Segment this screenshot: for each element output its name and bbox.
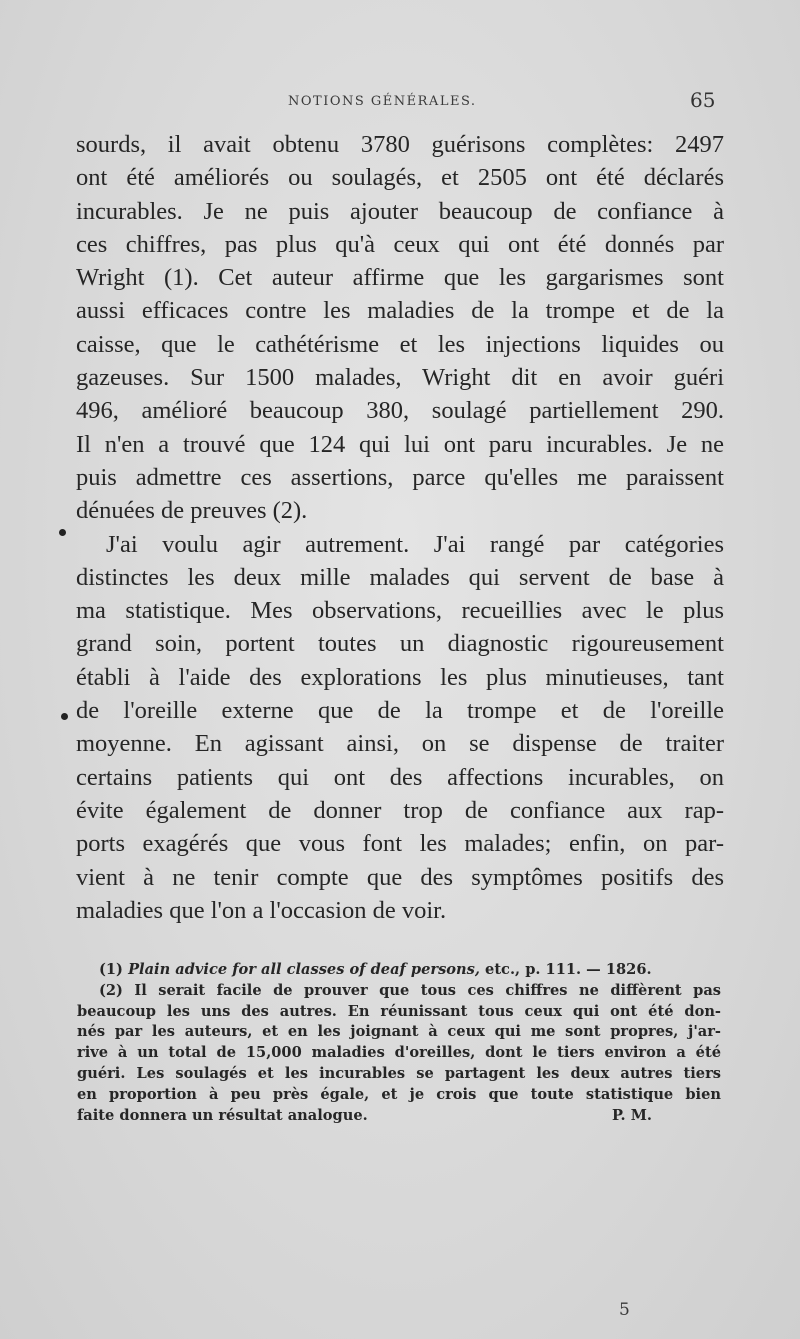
footnote-2-line: guéri. Les soulagés et les incurables se partagent les deux autres tiers: [77, 1064, 721, 1082]
text-line: puis admettre ces assertions, parce qu'elles me paraissent: [76, 463, 724, 491]
footnote-2-line: nés par les auteurs, et en les joignant à ceux qui me sont propres, j'ar-: [77, 1023, 721, 1041]
footnote-2-line: en proportion à peu près égale, et je crois que toute statistique bien: [77, 1085, 721, 1103]
signature-mark: 5: [619, 1300, 630, 1320]
text-line: moyenne. En agissant ainsi, on se dispense de traiter: [76, 730, 724, 758]
text-line: évite également de donner trop de confiance aux rap-: [76, 796, 724, 824]
text-line: ma statistique. Mes observations, recueillies avec le plus: [76, 597, 724, 625]
text-line: de l'oreille externe que de la trompe et de l'oreille: [76, 697, 724, 725]
footnote-marker: (1): [99, 961, 123, 978]
text-line: incurables. Je ne puis ajouter beaucoup de confiance à: [76, 197, 724, 225]
paragraph-1: [76, 128, 724, 528]
footnote-2-last-text: faite donnera un résultat analogue.: [77, 1106, 368, 1124]
text-line: ces chiffres, pas plus qu'à ceux qui ont été donnés par: [76, 230, 724, 258]
text-line: sourds, il avait obtenu 3780 guérisons complètes: 2497: [76, 131, 724, 158]
cited-title: Plain advice for all classes of deaf persons,: [128, 961, 480, 978]
text-line: Wright (1). Cet auteur affirme que les gargarismes sont: [76, 264, 724, 292]
footnote-signature: P. M.: [612, 1106, 652, 1124]
text-line: J'ai voulu agir autrement. J'ai rangé par catégories: [106, 530, 724, 558]
footnote-1: [77, 960, 721, 981]
footnotes: [77, 960, 721, 1126]
text-line: aussi efficaces contre les maladies de la trompe et de la: [76, 297, 724, 325]
text-line: dénuées de preuves (2).: [76, 497, 308, 525]
text-line: Il n'en a trouvé que 124 qui lui ont paru incurables. Je ne: [76, 430, 724, 458]
running-head: [0, 88, 800, 122]
footnote-2-line: rive à un total de 15,000 maladies d'oreilles, dont le tiers environ a été: [77, 1044, 721, 1062]
text-line: ports exagérés que vous font les malades; enfin, on par-: [76, 830, 724, 858]
ink-spot: [59, 529, 66, 536]
text-line: 496, amélioré beaucoup 380, soulagé partiellement 290.: [76, 397, 724, 425]
text-line: caisse, que le cathétérisme et les injections liquides ou: [76, 330, 724, 358]
text-line: établi à l'aide des explorations les plus minutieuses, tant: [76, 663, 724, 691]
ink-spot: [61, 713, 68, 720]
paragraph-2: [76, 528, 724, 928]
footnote-2-line: beaucoup les uns des autres. En réunissant tous ceux qui ont été don-: [77, 1002, 721, 1020]
footnote-2-line: [77, 1106, 721, 1127]
text-line: ont été améliorés ou soulagés, et 2505 ont été déclarés: [76, 164, 724, 192]
text-line: distinctes les deux mille malades qui servent de base à: [76, 563, 724, 591]
footnote-2-line: (2) Il serait facile de prouver que tous ces chiffres ne diffèrent pas: [99, 981, 721, 999]
text-line: maladies que l'on a l'occasion de voir.: [76, 896, 447, 924]
page-number: 65: [690, 88, 716, 112]
text-line: gazeuses. Sur 1500 malades, Wright dit en avoir guéri: [76, 364, 724, 392]
running-title: NOTIONS GÉNÉRALES.: [288, 94, 477, 109]
text-line: vient à ne tenir compte que des symptômes positifs des: [76, 863, 724, 891]
text-line: grand soin, portent toutes un diagnostic rigoureusement: [76, 630, 724, 658]
text-line: certains patients qui ont des affections incurables, on: [76, 763, 724, 791]
body-text: [76, 128, 724, 927]
citation-detail: etc., p. 111. — 1826.: [479, 961, 652, 978]
